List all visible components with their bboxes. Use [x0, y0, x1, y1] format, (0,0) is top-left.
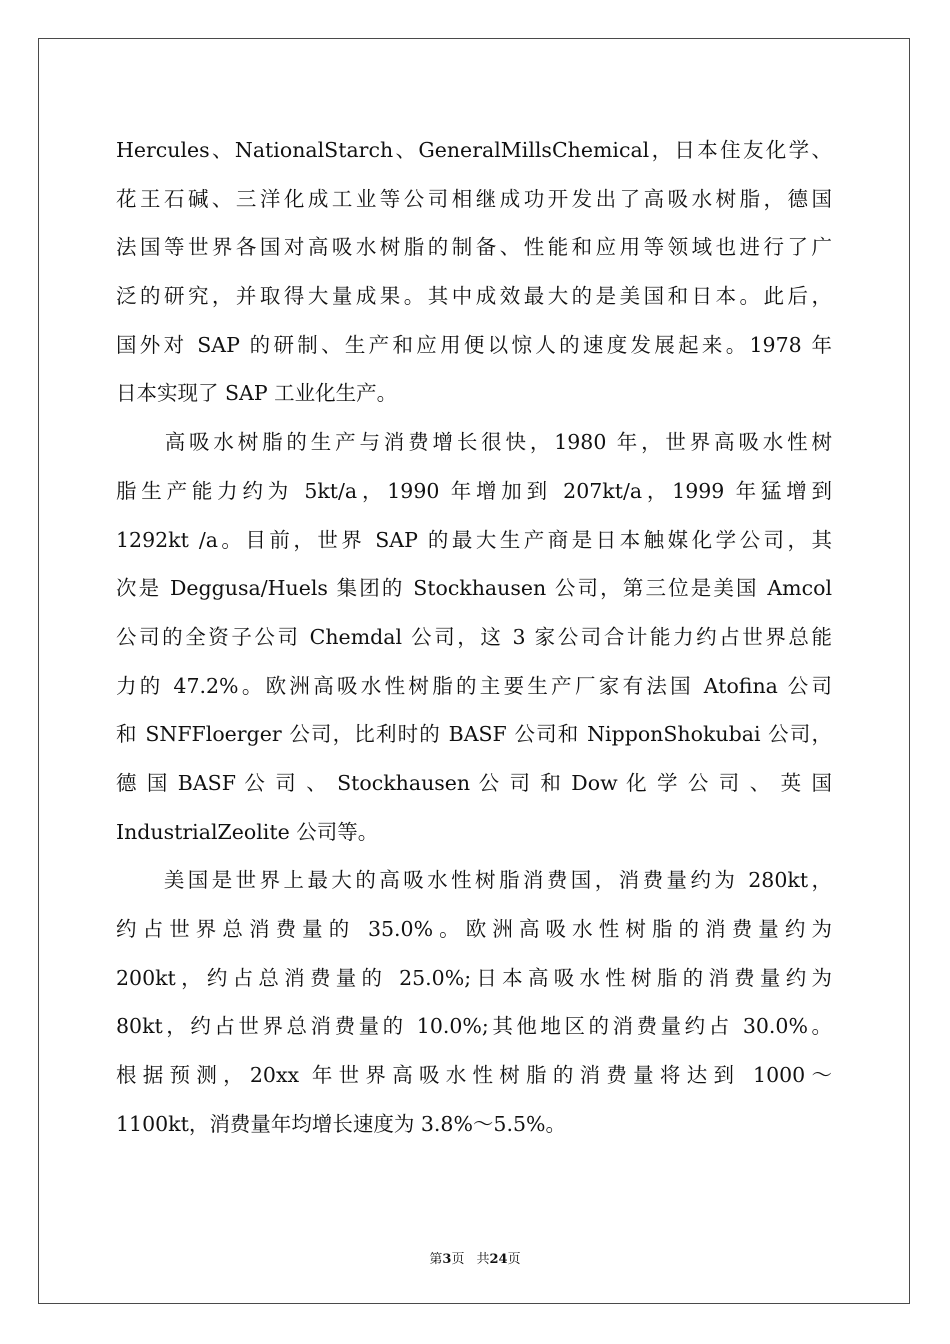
page-current: 3: [442, 1252, 452, 1267]
text-line: 1292kt /a。目前，世界 SAP 的最大生产商是日本触媒化学公司，其: [116, 527, 832, 552]
text-line: 1100kt，消费量年均增长速度为 3.8%～5.5%。: [116, 1111, 567, 1136]
text-line: 公司的全资子公司 Chemdal 公司，这 3 家公司合计能力约占世界总能: [116, 624, 832, 649]
text-line: 约占世界总消费量的 35.0%。欧洲高吸水性树脂的消费量约为: [116, 917, 832, 941]
text-line: 国外对 SAP 的研制、生产和应用便以惊人的速度发展起来。1978 年: [116, 332, 832, 357]
text-line: 根据预测，20xx 年世界高吸水性树脂的消费量将达到 1000～: [116, 1063, 832, 1088]
text-line: 日本实现了 SAP 工业化生产。: [116, 381, 398, 406]
document-body: [116, 126, 832, 1148]
text-line: 力的 47.2%。欧洲高吸水性树脂的主要生产厂家有法国 Atofina 公司: [116, 673, 832, 698]
text-line: 美国是世界上最大的高吸水性树脂消费国，消费量约为 280kt，: [116, 868, 832, 893]
text-line: IndustrialZeolite 公司等。: [116, 819, 379, 844]
text-line: 200kt，约占总消费量的 25.0%;日本高吸水性树脂的消费量约为: [116, 965, 832, 990]
page-total: 24: [489, 1252, 508, 1267]
total-suffix: 页: [507, 1252, 521, 1267]
text-line: 80kt，约占世界总消费量的 10.0%;其他地区的消费量约占 30.0%。: [116, 1014, 832, 1039]
text-line: 脂生产能力约为 5kt/a，1990 年增加到 207kt/a，1999 年猛增到: [116, 478, 832, 503]
text-line: 泛的研究，并取得大量成果。其中成效最大的是美国和日本。此后，: [116, 284, 832, 309]
text-line: Hercules、NationalStarch、GeneralMillsChemical，日本住友化学、: [116, 138, 832, 162]
page-prefix: 第: [429, 1252, 443, 1267]
page-mid: 页: [451, 1252, 465, 1267]
text-line: 法国等世界各国对高吸水树脂的制备、性能和应用等领域也进行了广: [116, 235, 832, 260]
total-prefix: 共: [476, 1252, 490, 1267]
text-line: 花王石碱、三洋化成工业等公司相继成功开发出了高吸水树脂，德国: [116, 186, 832, 211]
page-footer: [0, 1248, 950, 1267]
text-line: 德 国 BASF 公 司 、 Stockhausen 公 司 和 Dow 化 学 公 司 、 英 国: [116, 770, 832, 795]
text-line: 高吸水树脂的生产与消费增长很快，1980 年，世界高吸水性树: [116, 430, 832, 455]
text-line: 和 SNFFloerger 公司，比利时的 BASF 公司和 NipponShokubai 公司，: [116, 722, 832, 747]
text-line: 次是 Deggusa/Huels 集团的 Stockhausen 公司，第三位是美国 Amcol: [116, 576, 832, 601]
